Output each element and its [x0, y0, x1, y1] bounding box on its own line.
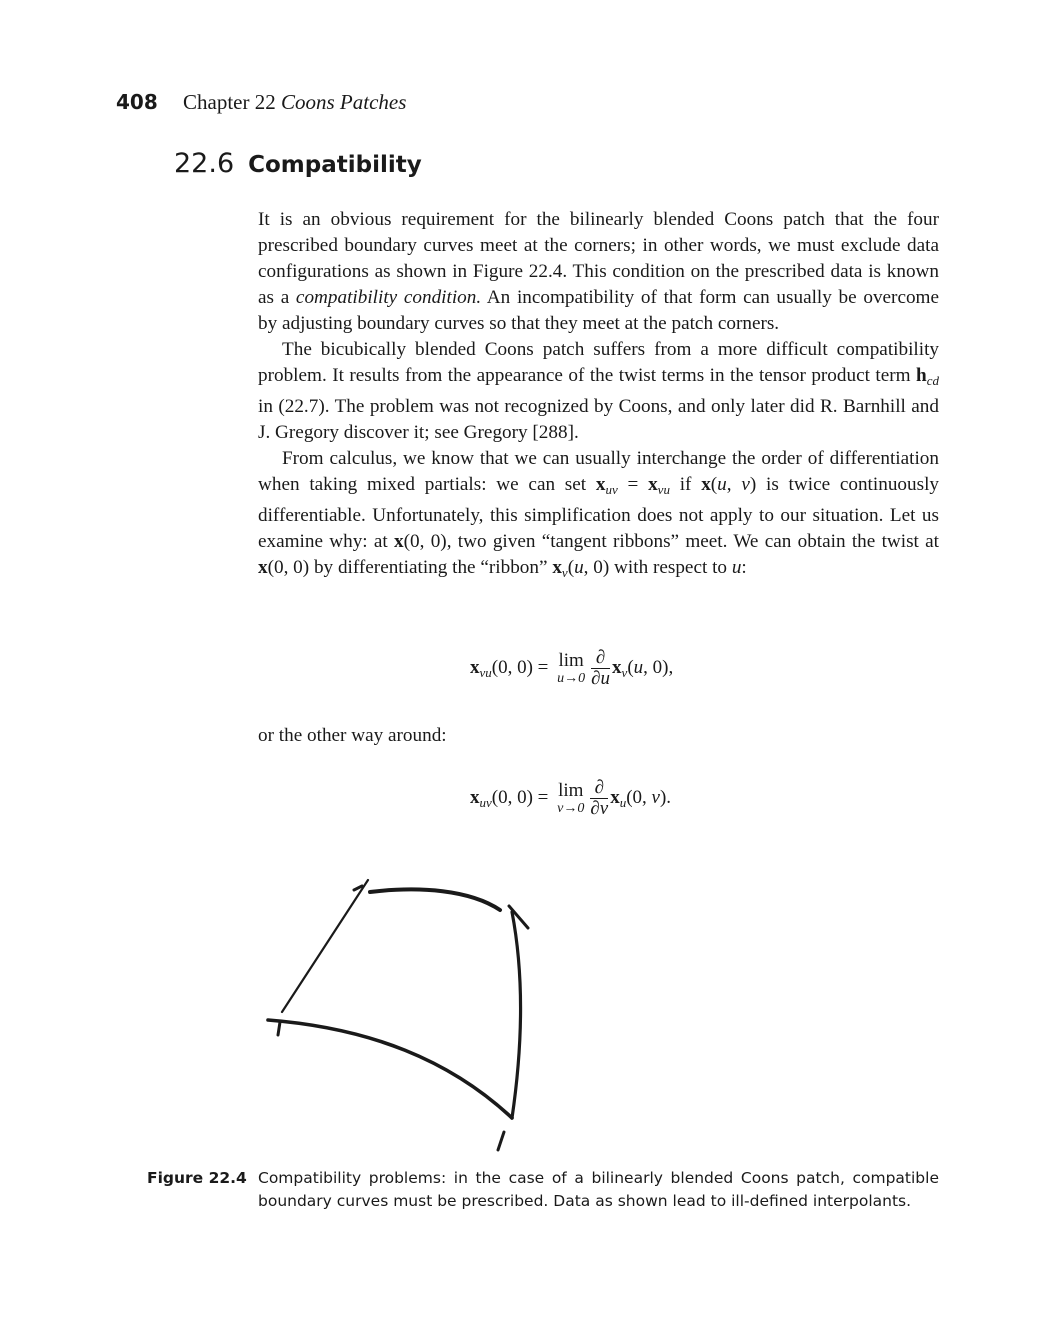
p3-text-b: if: [669, 474, 702, 495]
p3-text-c: is twice continuously differentiable. Unfortunately, this simplification does not apply to our situation. Let us examine why: at: [258, 474, 939, 552]
math-x: x: [552, 557, 562, 578]
figure-caption: [147, 1167, 939, 1213]
math-sub: v: [561, 565, 568, 580]
math-x: x: [701, 474, 711, 495]
figure-22-4: [250, 870, 550, 1160]
p1-text-b: An incompatibility of that form can usually be overcome by adjusting boundary curves so that they meet at the patch corners.: [258, 287, 940, 334]
page-number: 408: [116, 90, 158, 114]
math-sub: uv: [605, 482, 618, 497]
p3-text-f: with respect to: [609, 557, 732, 578]
curve-left: [282, 880, 368, 1012]
p3-text-g: :: [741, 557, 747, 578]
equation-2: $x_{uv}(0$, 0) = lim v→0 $\frac{\partial}{\partial v}$ $x_u(0$, v).: [470, 777, 672, 819]
p3-text-d: , two given “tangent ribbons” meet. We can obtain the twist at: [446, 531, 940, 552]
p1-emphasis: compatibility condition.: [295, 287, 482, 308]
math-x: x: [258, 557, 268, 578]
body-text: [258, 207, 939, 586]
p3-text-a: From calculus, we know that we can usually interchange the order of differentiation when taking mixed partials: we can set: [258, 448, 939, 495]
tick-bottom: [498, 1132, 504, 1150]
chapter-title: Coons Patches: [280, 90, 407, 114]
math-u: u: [731, 557, 742, 578]
chapter-label: Chapter 22: [183, 90, 276, 114]
p2-h-symbol: h: [916, 365, 927, 386]
math-sub: vu: [657, 482, 670, 497]
between-text: or the other way around:: [258, 725, 447, 746]
p2-text-a: The bicubically blended Coons patch suffers from a more difficult compatibility problem. It results from the appearance of the twist terms in the tensor product term: [258, 339, 939, 386]
paragraph-3: From calculus, we know that we can usually interchange the order of differentiation when taking mixed partials: we can set $x_{uv} = x_{vu}$ if x(u, v) is twice continuously differentiable. Unfortunately, this simplification does not apply to our situation. Let us examine why: at x(0, 0), two given “tangent ribbons” meet. We can obtain the twist at x(0, 0) by differentiating the “ribbon” $x_v(u$, 0) with respect to u:: [258, 448, 940, 580]
section-number: 22.6: [174, 148, 235, 179]
section-heading: [174, 148, 422, 179]
curve-right: [512, 912, 521, 1118]
p2-h-subscript: cd: [926, 373, 939, 388]
running-head: [116, 90, 406, 115]
math-x: x: [394, 531, 404, 552]
paragraph-2: [258, 337, 939, 446]
math-x: x: [648, 474, 658, 495]
curve-top: [370, 889, 500, 910]
caption-text: Compatibility problems: in the case of a bilinearly blended Coons patch, compatible boundary curves must be prescribed. Data as shown lead to ill-defined interpolants.: [258, 1169, 939, 1210]
p3-text-e: by differentiating the “ribbon”: [309, 557, 553, 578]
section-title: Compatibility: [248, 152, 422, 178]
p2-text-b: in (22.7). The problem was not recognized by Coons, and only later did R. Barnhill and J. Gregory discover it; see Gregory [288].: [258, 396, 939, 443]
equation-1: $x_{vu}(0$, 0) = lim u→0 $\frac{\partial}{\partial u}$ $x_v(u$, 0),: [470, 647, 674, 689]
paragraph-1: [258, 207, 939, 337]
caption-label: Figure 22.4: [147, 1169, 247, 1187]
p1-text-a: It is an obvious requirement for the bilinearly blended Coons patch that the four prescribed boundary curves meet at the corners; in other words, we must exclude data configurations as shown in Figure 22.4. This condition on the prescribed data is known as a: [258, 209, 939, 308]
math-x: x: [595, 474, 606, 495]
tick-bottom-left: [278, 1022, 280, 1035]
curve-bottom: [268, 1020, 512, 1118]
